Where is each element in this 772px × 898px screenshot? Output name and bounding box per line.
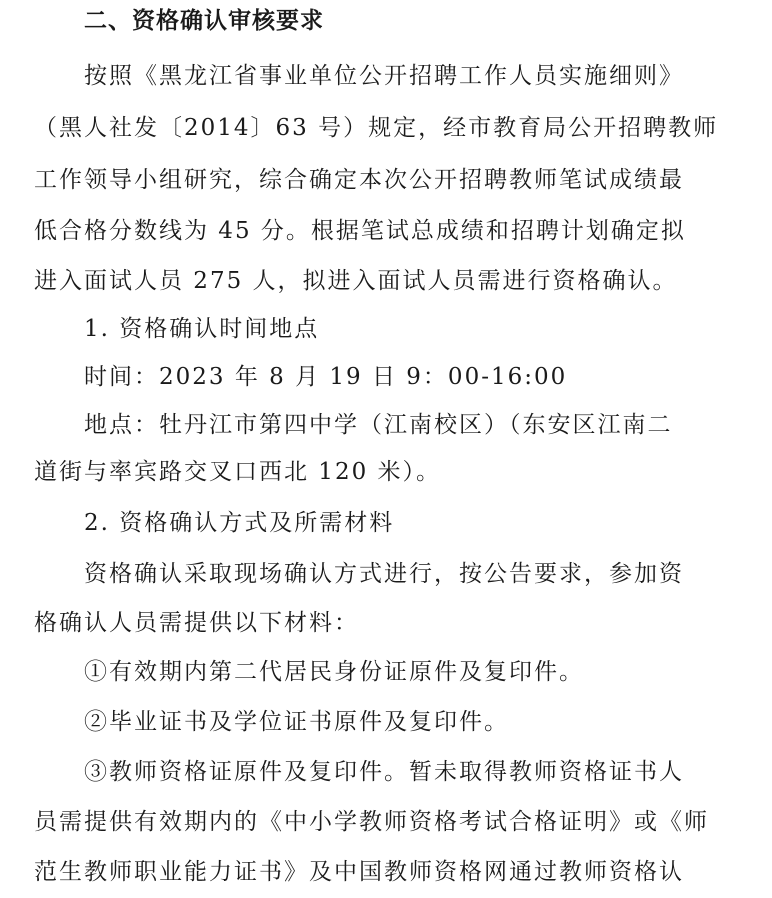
location-line: 地点：牡丹江市第四中学（江南校区）（东安区江南二 bbox=[84, 412, 673, 438]
paragraph-line: 格确认人员需提供以下材料： bbox=[34, 610, 359, 636]
paragraph-line: 资格确认采取现场确认方式进行，按公告要求，参加资 bbox=[84, 561, 684, 587]
paragraph-line: 工作领导小组研究，综合确定本次公开招聘教师笔试成绩最 bbox=[34, 167, 684, 193]
list-item-continuation: 范生教师职业能力证书》及中国教师资格网通过教师资格认 bbox=[34, 859, 684, 885]
list-item: ①有效期内第二代居民身份证原件及复印件。 bbox=[84, 659, 584, 685]
list-item: ②毕业证书及学位证书原件及复印件。 bbox=[84, 709, 509, 735]
section-heading: 二、资格确认审核要求 bbox=[84, 8, 324, 34]
location-line: 道街与率宾路交叉口西北 120 米）。 bbox=[34, 459, 442, 485]
paragraph-line: 低合格分数线为 45 分。根据笔试总成绩和招聘计划确定拟 bbox=[34, 218, 686, 244]
paragraph-line: 进入面试人员 275 人，拟进入面试人员需进行资格确认。 bbox=[34, 268, 678, 294]
list-item-continuation: 员需提供有效期内的《中小学教师资格考试合格证明》或《师 bbox=[34, 809, 709, 835]
subsection-title: 2. 资格确认方式及所需材料 bbox=[84, 510, 395, 536]
subsection-title: 1. 资格确认时间地点 bbox=[84, 316, 320, 342]
paragraph-line: 按照《黑龙江省事业单位公开招聘工作人员实施细则》 bbox=[84, 63, 684, 89]
time-line: 时间：2023 年 8 月 19 日 9：00-16:00 bbox=[84, 364, 568, 390]
list-item: ③教师资格证原件及复印件。暂未取得教师资格证书人 bbox=[84, 759, 684, 785]
paragraph-line: （黑人社发〔2014〕63 号）规定，经市教育局公开招聘教师 bbox=[34, 115, 719, 141]
